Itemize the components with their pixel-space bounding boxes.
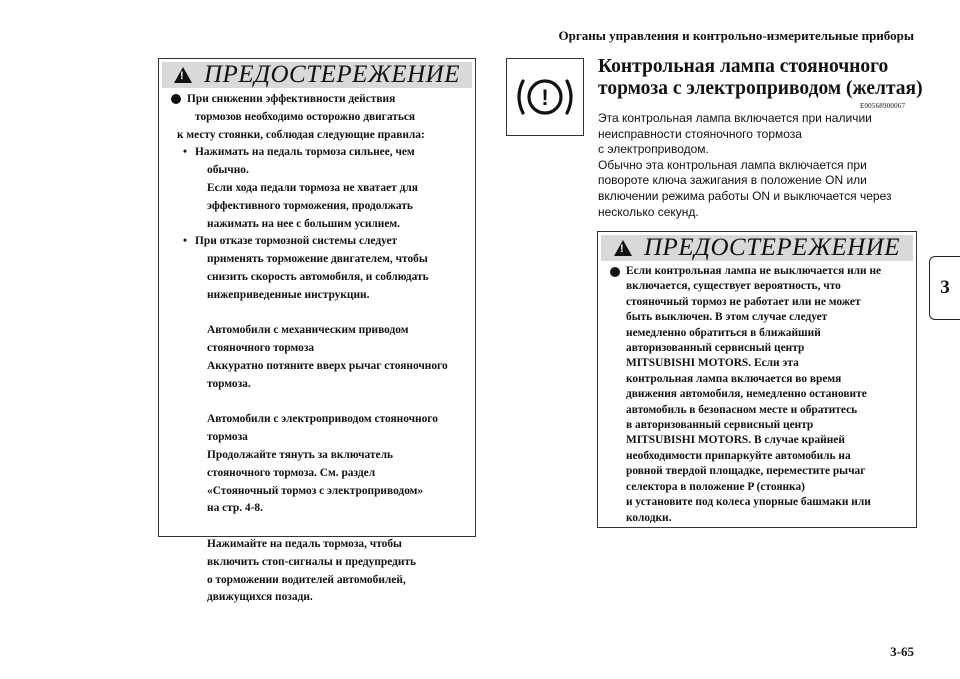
lamp-symbol: ! bbox=[541, 85, 549, 110]
left-warning-body bbox=[159, 88, 475, 615]
para-line: включении режима работы ON и выключается через bbox=[598, 188, 892, 203]
right-warning-line: в авторизованный сервисный центр bbox=[626, 419, 814, 432]
right-warning-line: автомобиль в безопасном месте и обратитесь bbox=[626, 403, 858, 416]
left-elec-line: стояночного тормоза. См. раздел bbox=[207, 466, 376, 479]
left-elec-line: Продолжайте тянуть за включатель bbox=[207, 448, 393, 461]
right-warning-line: движения автомобиля, немедленно остановите bbox=[626, 388, 867, 401]
left-bullet1-line: нажимать на нее с большим усилием. bbox=[207, 217, 401, 230]
left-mech-line: Аккуратно потяните вверх рычаг стояночного bbox=[207, 359, 448, 372]
chapter-tab: 3 bbox=[929, 256, 960, 320]
warning-triangle-icon bbox=[174, 67, 192, 83]
left-warning-header bbox=[162, 62, 472, 88]
para-line: Эта контрольная лампа включается при наличии bbox=[598, 111, 872, 125]
section-code: E00568900067 bbox=[860, 102, 906, 110]
left-bullet2-line: нижеприведенные инструкции. bbox=[207, 288, 370, 301]
right-warning-line: ровной твердой площадке, переместите рычаг bbox=[626, 465, 866, 478]
left-warning-title: ПРЕДОСТЕРЕЖЕНИЕ bbox=[204, 61, 460, 88]
right-warning-line: немедленно обратиться в ближайший bbox=[626, 326, 821, 339]
right-warning-body bbox=[598, 261, 916, 534]
bullet-dot-icon bbox=[610, 267, 620, 277]
heading-line: Контрольная лампа стояночного bbox=[598, 56, 889, 77]
right-warning-box bbox=[597, 231, 917, 528]
left-bullet2-line: снизить скорость автомобиля, и соблюдать bbox=[207, 270, 429, 283]
left-intro-line: к месту стоянки, соблюдая следующие правила: bbox=[177, 128, 425, 141]
running-header: Органы управления и контрольно-измерительные приборы bbox=[558, 28, 914, 43]
left-elec-line: тормоза bbox=[207, 431, 248, 444]
right-warning-line: быть выключен. В этом случае следует bbox=[626, 311, 828, 324]
right-warning-line: Если контрольная лампа не выключается или не bbox=[626, 265, 882, 277]
left-mech-line: тормоза. bbox=[207, 377, 251, 390]
right-warning-line: селектора в положение P (стоянка) bbox=[626, 480, 805, 493]
parking-brake-lamp-box bbox=[506, 58, 584, 136]
left-final-line: движущихся позади. bbox=[207, 591, 313, 604]
right-warning-line: и установите под колеса упорные башмаки или bbox=[626, 496, 871, 509]
left-intro-line: тормозов необходимо осторожно двигаться bbox=[195, 110, 416, 123]
left-bullet1-line: обычно. bbox=[207, 164, 249, 177]
parking-brake-warning-icon bbox=[513, 75, 577, 119]
section-paragraph bbox=[598, 111, 918, 220]
right-warning-line: контрольная лампа включается во время bbox=[626, 372, 842, 385]
bullet-icon: • bbox=[183, 235, 187, 248]
bullet-dot-icon bbox=[171, 94, 181, 104]
right-warning-line: колодки. bbox=[626, 511, 672, 524]
left-final-line: включить стоп-сигналы и предупредить bbox=[207, 555, 417, 568]
section-heading bbox=[598, 56, 928, 100]
page-number: 3-65 bbox=[890, 644, 914, 659]
right-warning-line: стояночный тормоз не работает или не может bbox=[626, 295, 861, 308]
left-warning-box bbox=[158, 58, 476, 604]
left-final-line: Нажимайте на педаль тормоза, чтобы bbox=[207, 537, 402, 550]
right-warning-line: необходимости припаркуйте автомобиль на bbox=[626, 449, 851, 462]
left-bullet2-line: При отказе тормозной системы следует bbox=[195, 235, 398, 248]
bullet-icon: • bbox=[183, 146, 187, 159]
right-warning-line: авторизованный сервисный центр bbox=[626, 342, 805, 355]
left-elec-line: «Стояночный тормоз с электроприводом» bbox=[207, 484, 424, 497]
right-warning-line: включается, существует вероятность, что bbox=[626, 280, 841, 293]
para-line: повороте ключа зажигания в положение ON или bbox=[598, 173, 867, 188]
left-intro-line: При снижении эффективности действия bbox=[187, 93, 396, 105]
left-bullet1-line: Нажимать на педаль тормоза сильнее, чем bbox=[195, 146, 415, 159]
left-bullet1-line: эффективного торможения, продолжать bbox=[207, 199, 413, 212]
left-bullet2-line: применять торможение двигателем, чтобы bbox=[207, 253, 428, 266]
right-warning-line: MITSUBISHI MOTORS. В случае крайней bbox=[626, 434, 845, 447]
right-warning-line: MITSUBISHI MOTORS. Если эта bbox=[626, 357, 799, 370]
para-line: Обычно эта контрольная лампа включается при bbox=[598, 157, 867, 172]
left-final-line: о торможении водителей автомобилей, bbox=[207, 573, 406, 586]
left-elec-line: на стр. 4-8. bbox=[207, 502, 263, 515]
heading-line: тормоза с электроприводом (желтая) bbox=[598, 78, 923, 99]
right-warning-title: ПРЕДОСТЕРЕЖЕНИЕ bbox=[644, 234, 900, 261]
left-mech-line: Автомобили с механическим приводом bbox=[207, 324, 409, 337]
para-line: неисправности стояночного тормоза bbox=[598, 126, 802, 141]
right-warning-header bbox=[601, 235, 913, 261]
left-mech-line: стояночного тормоза bbox=[207, 342, 315, 355]
para-line: с электроприводом. bbox=[598, 142, 709, 157]
left-bullet1-line: Если хода педали тормоза не хватает для bbox=[207, 181, 418, 194]
left-elec-line: Автомобили с электроприводом стояночного bbox=[207, 413, 438, 426]
warning-triangle-icon bbox=[614, 240, 632, 256]
para-line: несколько секунд. bbox=[598, 204, 699, 219]
